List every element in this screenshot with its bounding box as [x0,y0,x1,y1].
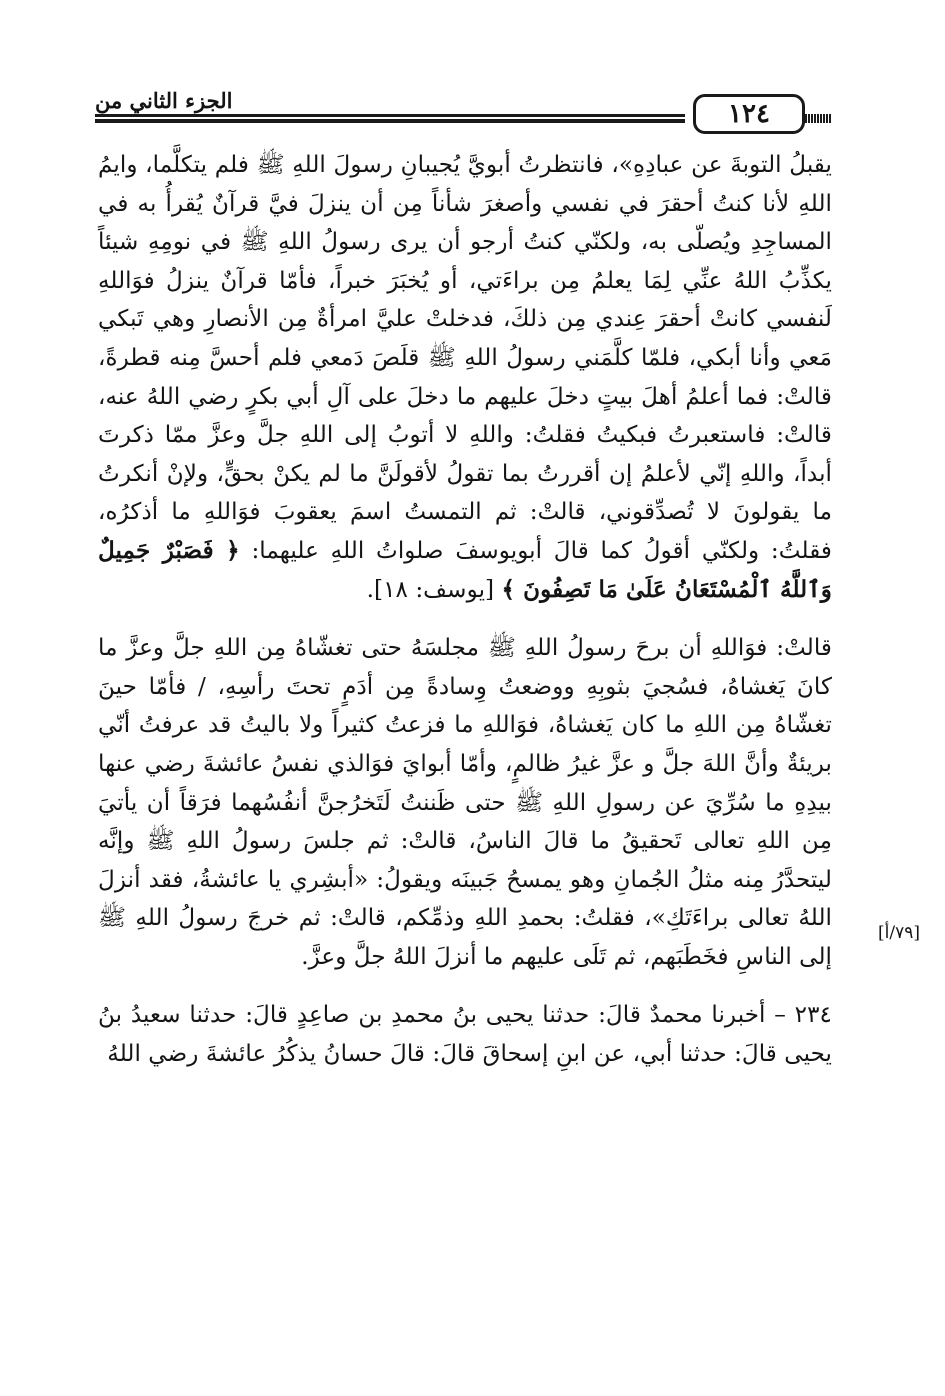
header-rule [95,114,685,123]
page-number-box [693,94,805,134]
book-title: الجزء الثاني من [95,88,233,113]
manuscript-folio-reference: [٧٩/أ] [878,923,920,943]
quran-verse: ﴿ فَصَبْرٌ جَمِيلٌ وَٱللَّهُ ٱلْمُسْتَعَانُ عَلَىٰ مَا تَصِفُونَ ﴾ [98,536,832,603]
paragraph-3: ٢٣٤ – أخبرنا محمدٌ قالَ: حدثنا يحيى بنُ محمدِ بن صاعِدٍ قالَ: حدثنا سعيدُ بنُ يحيى قالَ: حدثنا أبي، عن ابنِ إسحاقَ قالَ: قالَ حسانُ يذكُرُ عائشةَ رضي اللهُ [98,1001,832,1068]
verse-reference: [يوسف: ١٨]. [366,575,495,603]
main-text [98,146,920,1074]
page-number: ١٢٤ [728,99,770,129]
page-header [95,84,832,136]
paragraph-1-text: يقبلُ التوبةَ عن عبادِهِ»، فانتظرتُ أبويَّ يُجيبانِ رسولَ اللهِ ﷺ فلم يتكلَّما، وايمُ اللهِ لأنا كنتُ أحقرَ في نفسي وأصغرَ شأناً مِن أن ينزلَ فيَّ قرآنٌ يُقرأُ به في المساجِدِ ويُصلّى به، ولكنّي كنتُ أرجو أن يرى رسولُ اللهِ ﷺ في نومِهِ شيئاً يكذِّبُ اللهُ عنِّي لِمَا يعلمُ مِن براءَتي، أو يُخبَرَ خبراً، فأمّا قرآنٌ ينزلُ فوَاللهِ لَنفسي كانتْ أحقرَ عِندي مِن ذلكَ، فدخلتْ عليَّ امرأةٌ مِن الأنصارِ وهي تَبكي مَعي وأنا أبكي، فلمّا كلَّمَني رسولُ اللهِ ﷺ قلَصَ دَمعي فلم أحسَّ مِنه قطرةً، قالتْ: فما أعلمُ أهلَ بيتٍ دخلَ عليهم ما دخلَ على آلِ أبي بكرٍ رضي اللهُ عنه، قالتْ: فاستعبرتُ فبكيتُ فقلتُ: واللهِ لا أتوبُ إلى اللهِ جلَّ وعزَّ ممّا ذكرتَ أبداً، واللهِ إنّي لأعلمُ إن أقررتُ بما تقولُ لأقولَنَّ ما لم يكنْ بحقٍّ، ولإنْ أنكرتُ ما يقولونَ لا تُصدِّقوني، قالتْ: ثم التمستُ اسمَ يعقوبَ فوَاللهِ ما أذكرُه، فقلتُ: ولكنّي أقولُ كما قالَ أبويوسفَ صلواتُ اللهِ عليهما: [98,151,833,564]
paragraph-2: قالتْ: فوَاللهِ أن برحَ رسولُ اللهِ ﷺ مجلسَهُ حتى تغشّاهُ مِن اللهِ جلَّ وعزَّ ما كانَ يَغشاهُ، فسُجيَ بثوبِهِ ووضعتُ وِسادةً مِن أدَمٍ تحتَ رأسِهِ، / فأمّا حينَ تغشّاهُ مِن اللهِ ما كان يَغشاهُ، فوَاللهِ ما فزعتُ كثيراً ولا باليتُ قد عرفتُ أنّي بريئةٌ وأنَّ اللهَ جلَّ و عزَّ غيرُ ظالمٍ، وأمّا أبوايَ فوَالذي نفسُ عائشةَ رضي عنها بيدِهِ ما سُرِّيَ عن رسولِ اللهِ ﷺ حتى ظَننتُ لَتَخرُجنَّ أنفُسُهما فرَقاً أن يأتيَ مِن اللهِ تعالى تَحقيقُ ما قالَ الناسُ، قالتْ: ثم جلسَ رسولُ اللهِ ﷺ وإنَّه ليتحدَّرُ مِنه مثلُ الجُمانِ وهو يمسحُ جَبينَه ويقولُ: «أبشِري يا عائشةُ، فقد أنزلَ اللهُ تعالى براءَتَكِ»، فقلتُ: بحمدِ اللهِ وذمِّكم، قالتْ: ثم خرجَ رسولُ اللهِ ﷺ إلى الناسِ فخَطَبَهم، ثم تَلَى عليهم ما أنزلَ اللهُ جلَّ وعزَّ. [98,634,832,970]
paragraph-1 [98,146,832,609]
header-rule-ornament [805,114,832,123]
